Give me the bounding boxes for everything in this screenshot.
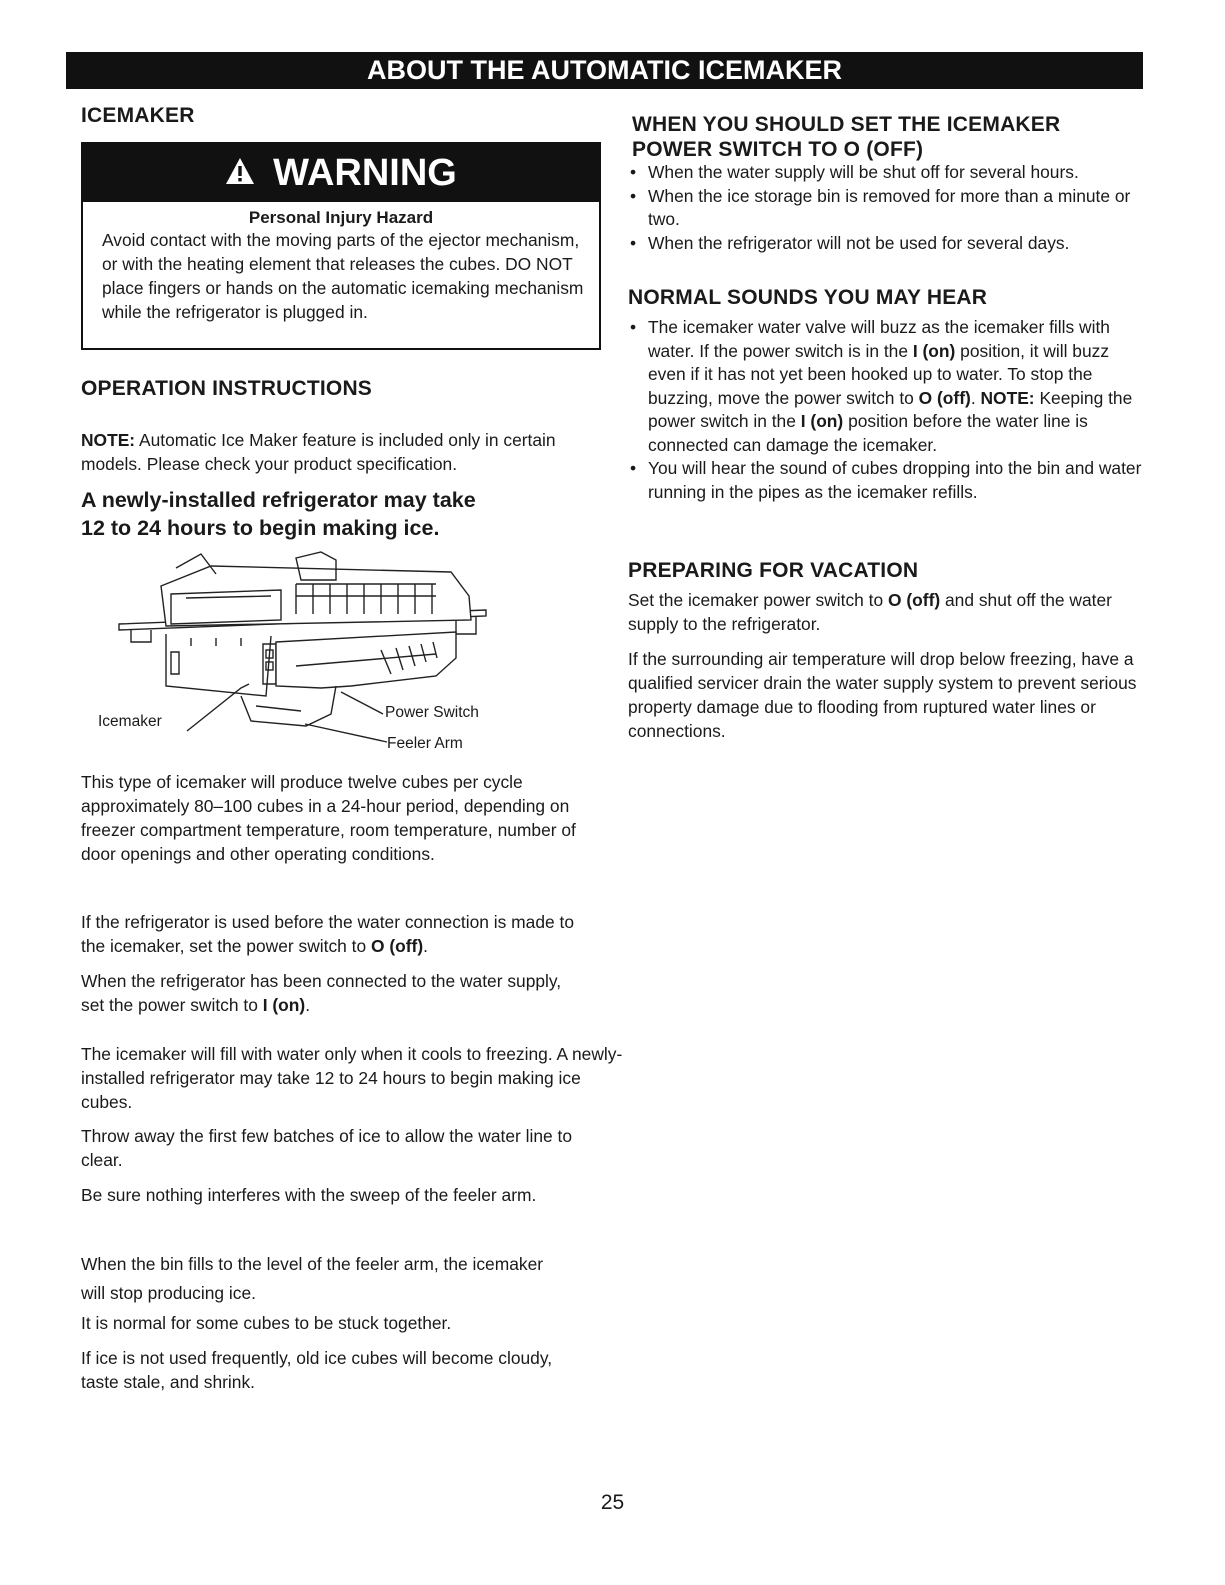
on-label: I (on)	[912, 340, 956, 361]
on-label: I (on)	[262, 995, 306, 1015]
vacation-text: and shut off the water supply to the refrigerator.	[628, 590, 1112, 634]
operation-heading: OPERATION INSTRUCTIONS	[81, 377, 373, 400]
period: .	[970, 387, 976, 408]
note-text: Automatic Ice Maker feature is included only in certain models. Please check your product specification.	[81, 430, 556, 474]
para-sweep: Be sure nothing interferes with the sweep of the feeler arm.	[81, 1185, 537, 1205]
page-banner: ABOUT THE AUTOMATIC ICEMAKER	[66, 52, 1143, 89]
sounds-text: The icemaker water valve will buzz as the icemaker fills with water. If the power switch is in the	[648, 317, 1110, 361]
on-label: I (on)	[800, 411, 844, 431]
when-heading	[632, 112, 1060, 162]
vacation-para-1	[628, 588, 1143, 636]
para-old: If ice is not used frequently, old ice cubes will become cloudy, taste stale, and shrink.	[81, 1348, 553, 1392]
para-connected-text: When the refrigerator has been connected to the water supply, set the power switch to	[81, 971, 562, 1015]
operation-note	[81, 428, 581, 476]
para-cycle: This type of icemaker will produce twelve cubes per cycle approximately 80–100 cubes in a 24-hour period, depending on freezer compartment temperature, room temperature, number of door openings and other operating conditions.	[81, 772, 576, 864]
label-icemaker: Icemaker	[98, 713, 162, 730]
sounds-list	[628, 316, 1143, 504]
vacation-text: Set the icemaker power switch to	[628, 590, 889, 610]
statement-line-2: 12 to 24 hours to begin making ice.	[81, 516, 440, 540]
warning-box	[81, 142, 601, 350]
para-fill: The icemaker will fill with water only when it cools to freezing. A newly-installed refrigerator may take 12 to 24 hours to begin making ice cubes.	[81, 1044, 623, 1112]
period: .	[305, 995, 311, 1015]
warning-subtitle: Personal Injury Hazard	[248, 208, 434, 227]
vacation-para-2: If the surrounding air temperature will drop below freezing, have a qualified servicer drain the water supply system to prevent serious property damage due to flooding from ruptured water lines or connections.	[628, 649, 1137, 741]
list-item: • You will hear the sound of cubes dropping into the bin and water running in the pipes as the icemaker refills.	[628, 457, 1143, 504]
sounds-note-text: position before the water line is connected can damage the icemaker.	[648, 411, 1088, 455]
vacation-heading: PREPARING FOR VACATION	[628, 559, 919, 582]
list-item	[628, 316, 1143, 457]
warning-header	[83, 144, 599, 202]
note-label: NOTE:	[980, 387, 1035, 408]
sounds-note-text: Keeping the power switch in the	[648, 387, 1133, 431]
sounds-text: position, it will buzz even if it has not yet been hooked up to water. To stop the buzzing, move the power switch to	[648, 340, 1110, 408]
sounds-heading: NORMAL SOUNDS YOU MAY HEAR	[628, 286, 988, 309]
warning-body: Avoid contact with the moving parts of the ejector mechanism, or with the heating element that releases the cubes. DO NOT place fingers or hands on the automatic icemaking mechanism while the refrigerator is plugged in.	[102, 230, 584, 322]
off-label: O (off)	[370, 936, 424, 956]
list-item: • When the refrigerator will not be used for several days.	[628, 232, 1148, 256]
page-number: 25	[600, 1491, 625, 1514]
list-item: • When the ice storage bin is removed for more than a minute or two.	[628, 185, 1148, 232]
label-power-switch: Power Switch	[385, 704, 479, 721]
icemaker-heading: ICEMAKER	[81, 104, 195, 127]
para-throw: Throw away the first few batches of ice to allow the water line to clear.	[81, 1126, 573, 1170]
para-connected	[81, 969, 581, 1017]
para-before-connection-text: If the refrigerator is used before the water connection is made to the icemaker, set the power switch to	[81, 912, 575, 956]
statement-line-1: A newly-installed refrigerator may take	[81, 488, 476, 512]
para-bin: When the bin fills to the level of the feeler arm, the icemaker will stop producing ice.	[81, 1254, 544, 1303]
list-item: • When the water supply will be shut off for several hours.	[628, 161, 1148, 185]
para-stuck: It is normal for some cubes to be stuck together.	[81, 1313, 452, 1333]
icemaker-diagram	[91, 546, 511, 756]
period: .	[423, 936, 428, 956]
off-label: O (off)	[888, 590, 941, 610]
off-label: O (off)	[918, 387, 971, 408]
warning-title: WARNING	[273, 151, 457, 194]
note-label: NOTE:	[81, 430, 136, 450]
when-heading-line-1: WHEN YOU SHOULD SET THE ICEMAKER	[632, 113, 1061, 136]
when-list	[628, 161, 1148, 255]
label-feeler-arm: Feeler Arm	[387, 735, 463, 752]
para-before-connection	[81, 910, 581, 958]
newly-installed-statement	[81, 486, 476, 542]
warning-triangle-icon	[225, 152, 255, 195]
when-heading-line-2: POWER SWITCH TO O (OFF)	[632, 138, 924, 161]
